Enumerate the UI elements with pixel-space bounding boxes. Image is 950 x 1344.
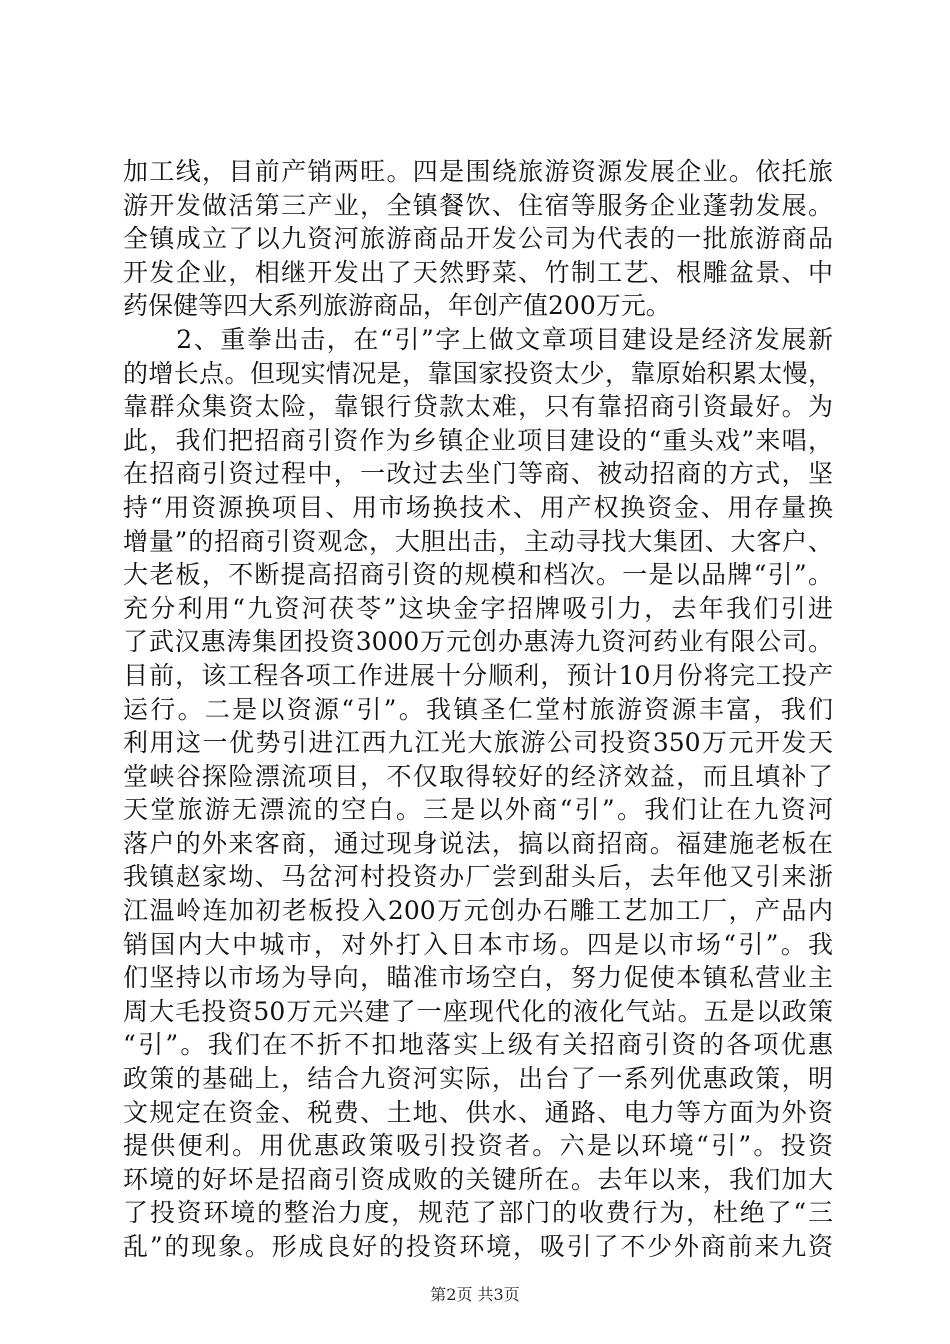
text-line: 大老板，不断提高招商引资的规模和档次。一是以品牌“引”。 [123,560,833,590]
text-line: 运行。二是以资源“引”。我镇圣仁堂村旅游资源丰富，我们 [123,694,833,724]
text-line: 了投资环境的整治力度，规范了部门的收费行为，杜绝了“三 [123,1198,833,1228]
text-line: 们坚持以市场为导向，瞄准市场空白，努力促使本镇私营业主 [123,963,833,993]
text-line: 的增长点。但现实情况是，靠国家投资太少，靠原始积累太慢， [123,358,833,388]
text-line: 天堂旅游无漂流的空白。三是以外商“引”。我们让在九资河 [123,795,833,825]
text-line: 文规定在资金、税费、土地、供水、通路、电力等方面为外资 [123,1097,833,1127]
text-line: 开发企业，相继开发出了天然野菜、竹制工艺、根雕盆景、中 [123,257,833,287]
text-line: 我镇赵家坳、马岔河村投资办厂尝到甜头后，去年他又引来浙 [123,862,833,892]
text-line: 提供便利。用优惠政策吸引投资者。六是以环境“引”。投资 [123,1131,833,1161]
text-line: 药保健等四大系列旅游商品，年创产值200万元。 [123,291,671,321]
text-line: 政策的基础上，结合九资河实际，出台了一系列优惠政策，明 [123,1064,833,1094]
page-footer: 第2页 共3页 [430,1285,520,1304]
text-line: 利用这一优势引进江西九江光大旅游公司投资350万元开发天 [123,728,833,758]
text-line: 靠群众集资太险，靠银行贷款太难，只有靠招商引资最好。为 [123,392,833,422]
text-line: 乱”的现象。形成良好的投资环境，吸引了不少外商前来九资 [123,1232,833,1261]
text-line: 增量”的招商引资观念，大胆出击，主动寻找大集团、大客户、 [123,526,833,556]
text-line: 落户的外来客商，通过现身说法，搞以商招商。福建施老板在 [123,828,833,858]
text-line: 在招商引资过程中，一改过去坐门等商、被动招商的方式，坚 [123,459,833,489]
text-line: 此，我们把招商引资作为乡镇企业项目建设的“重头戏”来唱， [123,425,833,455]
text-line: “引”。我们在不折不扣地落实上级有关招商引资的各项优惠 [123,1030,833,1060]
text-line: 游开发做活第三产业，全镇餐饮、住宿等服务企业蓬勃发展。 [123,190,833,220]
text-line: 销国内大中城市，对外打入日本市场。四是以市场“引”。我 [123,929,833,959]
text-line: 江温岭连加初老板投入200万元创办石雕工艺加工厂，产品内 [123,896,833,926]
text-line: 持“用资源换项目、用市场换技术、用产权换资金、用存量换 [123,492,833,522]
text-line: 环境的好坏是招商引资成败的关键所在。去年以来，我们加大 [123,1164,833,1194]
body-text [123,155,833,1264]
text-line: 充分利用“九资河茯苓”这块金字招牌吸引力，去年我们引进 [123,593,833,623]
text-line: 2、重拳出击，在“引”字上做文章项目建设是经济发展新 [123,324,833,354]
text-line: 目前，该工程各项工作进展十分顺利，预计10月份将完工投产 [123,660,833,690]
text-line: 周大毛投资50万元兴建了一座现代化的液化气站。五是以政策 [123,996,833,1026]
text-line: 加工线，目前产销两旺。四是围绕旅游资源发展企业。依托旅 [123,157,833,186]
text-line: 堂峡谷探险漂流项目，不仅取得较好的经济效益，而且填补了 [123,761,833,791]
text-line: 了武汉惠涛集团投资3000万元创办惠涛九资河药业有限公司。 [123,627,833,657]
text-line: 全镇成立了以九资河旅游商品开发公司为代表的一批旅游商品 [123,224,833,254]
